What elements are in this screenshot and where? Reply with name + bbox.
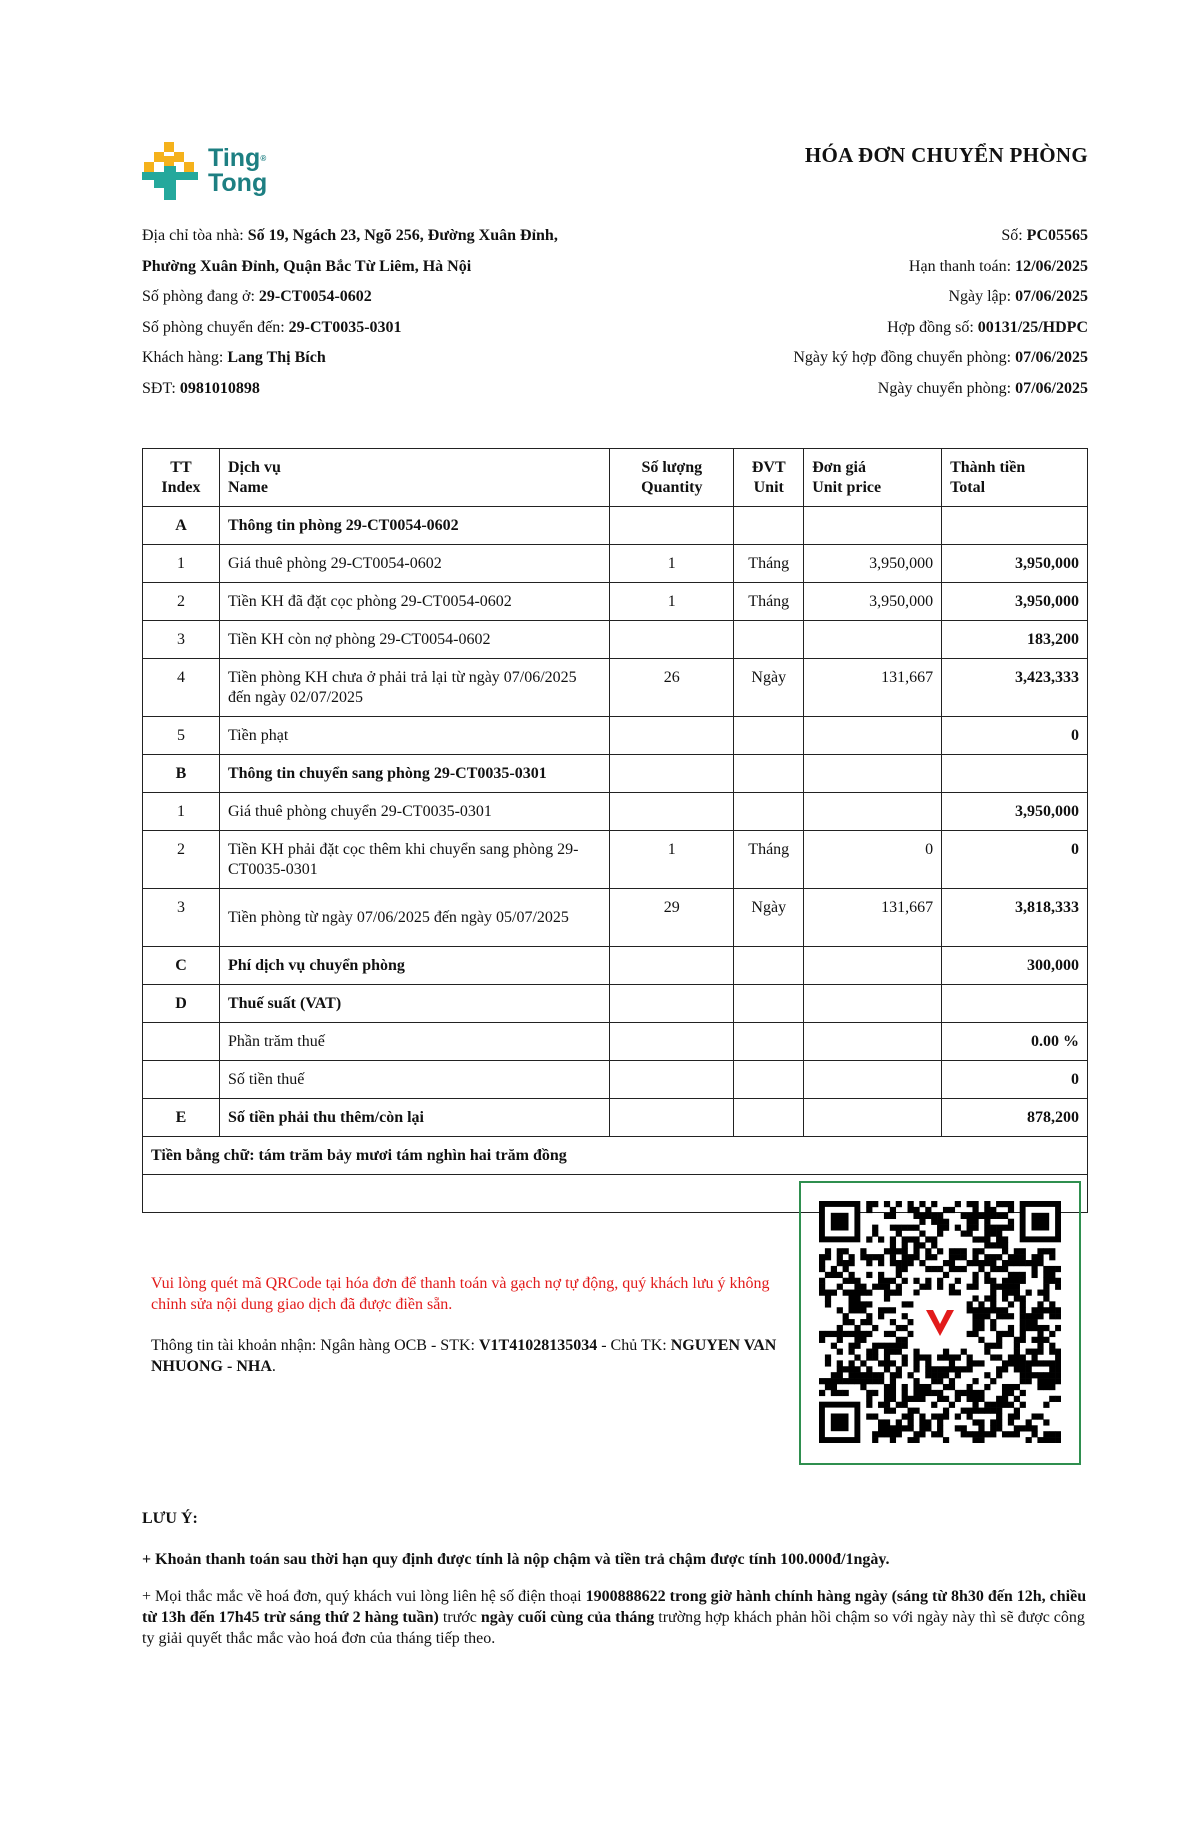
info-left — [142, 225, 662, 408]
table-row — [143, 545, 1088, 583]
row-unit: Ngày — [734, 659, 804, 717]
info-label: Số: — [1001, 227, 1027, 244]
row-qty — [610, 1061, 734, 1099]
qr-code-icon[interactable] — [819, 1201, 1061, 1443]
row-name: Phần trăm thuế — [219, 1023, 609, 1061]
row-name: Tiền KH đã đặt cọc phòng 29-CT0054-0602 — [219, 583, 609, 621]
info-value: Lang Thị Bích — [227, 349, 326, 366]
row-unit — [734, 1061, 804, 1099]
row-name: Tiền phòng KH chưa ở phải trả lại từ ngày 07/06/2025 đến ngày 02/07/2025 — [219, 659, 609, 717]
notes-section — [142, 1508, 1088, 1649]
row-index — [143, 1061, 220, 1099]
info-left-line — [142, 225, 662, 256]
row-name: Thuế suất (VAT) — [219, 985, 609, 1023]
row-qty — [610, 793, 734, 831]
row-unit: Tháng — [734, 545, 804, 583]
row-price — [804, 755, 942, 793]
note2-hotline: 1900888622 trong giờ hành chính hàng ngày (sáng từ 8h30 đến 12h, chiều từ 13h đến 17h45 trừ sáng thứ 2 hàng tuần) — [142, 1588, 1087, 1626]
row-price — [804, 947, 942, 985]
row-name: Thông tin phòng 29-CT0054-0602 — [219, 507, 609, 545]
section-row — [143, 755, 1088, 793]
section-row — [143, 507, 1088, 545]
row-qty — [610, 755, 734, 793]
row-unit — [734, 621, 804, 659]
row-price: 3,950,000 — [804, 545, 942, 583]
info-right-line — [668, 378, 1088, 409]
row-index: C — [143, 947, 220, 985]
info-value: 29-CT0054-0602 — [258, 288, 372, 305]
row-index: 1 — [143, 545, 220, 583]
section-row — [143, 985, 1088, 1023]
note2-deadline: ngày cuối cùng của tháng — [480, 1609, 655, 1626]
row-price — [804, 717, 942, 755]
info-value: 07/06/2025 — [1015, 288, 1088, 305]
row-qty: 1 — [610, 583, 734, 621]
row-price — [804, 1061, 942, 1099]
row-qty — [610, 717, 734, 755]
row-name: Tiền phòng từ ngày 07/06/2025 đến ngày 05/07/2025 — [219, 889, 609, 947]
info-value: Phường Xuân Đỉnh, Quận Bắc Từ Liêm, Hà Nội — [142, 257, 472, 275]
info-value: 12/06/2025 — [1015, 257, 1088, 275]
row-unit — [734, 717, 804, 755]
logo-mark-icon — [142, 142, 204, 200]
info-left-line — [142, 378, 662, 409]
row-qty: 1 — [610, 545, 734, 583]
info-value: Số 19, Ngách 23, Ngõ 256, Đường Xuân Đỉnh, — [247, 227, 558, 244]
info-left-line — [142, 347, 662, 378]
row-name: Số tiền phải thu thêm/còn lại — [219, 1099, 609, 1137]
row-total — [942, 755, 1088, 793]
info-label: Ngày lập: — [948, 288, 1016, 305]
row-total: 183,200 — [942, 621, 1088, 659]
row-unit — [734, 755, 804, 793]
logo-wordmark — [208, 146, 267, 196]
row-index: A — [143, 507, 220, 545]
row-total: 3,423,333 — [942, 659, 1088, 717]
logo-line1: Ting — [208, 144, 261, 172]
row-price — [804, 1099, 942, 1137]
header-name: Dịch vụ Name — [219, 449, 609, 507]
row-total — [942, 985, 1088, 1023]
qr-code-box[interactable] — [799, 1181, 1081, 1465]
row-name: Tiền phạt — [219, 717, 609, 755]
row-total — [942, 507, 1088, 545]
row-total: 3,950,000 — [942, 583, 1088, 621]
row-unit: Tháng — [734, 831, 804, 889]
note2-part-a: + Mọi thắc mắc về hoá đơn, quý khách vui lòng liên hệ số điện thoại — [142, 1588, 586, 1605]
payment-text — [151, 1273, 801, 1377]
info-label: Ngày chuyển phòng: — [877, 379, 1016, 397]
invoice-table — [142, 448, 1088, 1375]
info-right-line — [668, 286, 1088, 317]
row-price — [804, 507, 942, 545]
table-row — [143, 831, 1088, 889]
row-qty: 26 — [610, 659, 734, 717]
account-info — [151, 1335, 801, 1377]
note-late-payment: + Khoản thanh toán sau thời hạn quy định được tính là nộp chậm và tiền trả chậm được tính 100.000đ/1ngày. — [142, 1551, 890, 1568]
logo-line2: Tong — [208, 169, 268, 197]
row-qty — [610, 621, 734, 659]
row-index: E — [143, 1099, 220, 1137]
row-name: Giá thuê phòng 29-CT0054-0602 — [219, 545, 609, 583]
row-price — [804, 793, 942, 831]
row-total: 3,818,333 — [942, 889, 1088, 947]
info-value: 0981010898 — [179, 379, 260, 397]
row-total: 878,200 — [942, 1099, 1088, 1137]
table-row — [143, 583, 1088, 621]
row-index: 3 — [143, 889, 220, 947]
info-left-line — [142, 317, 662, 348]
info-value: 29-CT0035-0301 — [288, 318, 402, 336]
table-row — [143, 1023, 1088, 1061]
account-mid: - Chủ TK: — [597, 1337, 671, 1354]
info-label: Địa chỉ tòa nhà: — [142, 227, 248, 244]
payment-warning: Vui lòng quét mã QRCode tại hóa đơn để thanh toán và gạch nợ tự động, quý khách lưu ý không chỉnh sửa nội dung giao dịch đã được điền sẵn. — [151, 1275, 770, 1313]
info-right — [668, 225, 1088, 408]
document-title: HÓA ĐƠN CHUYỂN PHÒNG — [804, 143, 1088, 167]
account-holder: NGUYEN VAN NHUONG - NHA — [151, 1337, 777, 1375]
header-index: TT Index — [143, 449, 220, 507]
row-qty — [610, 507, 734, 545]
note2-part-e: trường hợp khách phản hồi chậm so với ngày này thì sẽ được công ty giải quyết thắc mắc vào hoá đơn của tháng tiếp theo. — [142, 1609, 1085, 1647]
section-row — [143, 1099, 1088, 1137]
row-index: 2 — [143, 583, 220, 621]
row-unit — [734, 985, 804, 1023]
account-number: V1T41028135034 — [478, 1337, 598, 1354]
row-unit: Tháng — [734, 583, 804, 621]
header-unit: ĐVT Unit — [734, 449, 804, 507]
row-qty: 1 — [610, 831, 734, 889]
info-label: Hợp đồng số: — [887, 318, 978, 336]
note2-part-c: trước — [438, 1609, 481, 1626]
info-label: Số phòng chuyển đến: — [142, 318, 289, 336]
row-price — [804, 1023, 942, 1061]
row-name: Tiền KH còn nợ phòng 29-CT0054-0602 — [219, 621, 609, 659]
row-unit — [734, 793, 804, 831]
row-unit — [734, 947, 804, 985]
table-row — [143, 889, 1088, 947]
row-qty — [610, 1099, 734, 1137]
tingtong-logo — [142, 142, 282, 200]
table-row — [143, 621, 1088, 659]
logo-trademark: ® — [260, 154, 267, 163]
row-total: 3,950,000 — [942, 793, 1088, 831]
info-left-line — [142, 286, 662, 317]
row-price — [804, 621, 942, 659]
info-label: Hạn thanh toán: — [908, 257, 1016, 275]
row-name: Thông tin chuyển sang phòng 29-CT0035-0301 — [219, 755, 609, 793]
row-total: 0.00 % — [942, 1023, 1088, 1061]
row-qty — [610, 1023, 734, 1061]
payment-row — [143, 1175, 1088, 1213]
row-total: 3,950,000 — [942, 545, 1088, 583]
table-row — [143, 1061, 1088, 1099]
row-qty: 29 — [610, 889, 734, 947]
notes-title: LƯU Ý: — [142, 1510, 198, 1527]
header-price: Đơn giá Unit price — [804, 449, 942, 507]
row-name: Phí dịch vụ chuyển phòng — [219, 947, 609, 985]
header-qty: Số lượng Quantity — [610, 449, 734, 507]
info-right-line — [668, 317, 1088, 348]
row-unit: Ngày — [734, 889, 804, 947]
row-total: 0 — [942, 1061, 1088, 1099]
info-value: 07/06/2025 — [1015, 349, 1088, 366]
row-index: 5 — [143, 717, 220, 755]
invoice-page — [142, 0, 1088, 1835]
payment-cell — [143, 1175, 1088, 1375]
note-contact — [142, 1586, 1088, 1649]
header-total: Thành tiền Total — [942, 449, 1088, 507]
info-value: PC05565 — [1026, 227, 1088, 244]
row-index: 3 — [143, 621, 220, 659]
row-total: 0 — [942, 831, 1088, 889]
row-name: Giá thuê phòng chuyển 29-CT0035-0301 — [219, 793, 609, 831]
info-label: SĐT: — [142, 379, 180, 397]
row-index: 4 — [143, 659, 220, 717]
row-price — [804, 985, 942, 1023]
info-value: 07/06/2025 — [1015, 379, 1088, 397]
amount-in-words: Tiền bằng chữ: tám trăm bảy mươi tám nghìn hai trăm đồng — [143, 1137, 1088, 1175]
row-unit — [734, 1099, 804, 1137]
row-price: 3,950,000 — [804, 583, 942, 621]
info-value: 00131/25/HDPC — [977, 318, 1088, 336]
row-index: B — [143, 755, 220, 793]
info-right-line — [668, 225, 1088, 256]
account-prefix: Thông tin tài khoản nhận: Ngân hàng OCB - STK: — [151, 1337, 479, 1354]
row-price: 131,667 — [804, 659, 942, 717]
section-row — [143, 947, 1088, 985]
table-row — [143, 793, 1088, 831]
row-total: 300,000 — [942, 947, 1088, 985]
row-name: Số tiền thuế — [219, 1061, 609, 1099]
table-header-row — [143, 449, 1088, 507]
info-right-line — [668, 347, 1088, 378]
row-name: Tiền KH phải đặt cọc thêm khi chuyển sang phòng 29-CT0035-0301 — [219, 831, 609, 889]
table-row — [143, 659, 1088, 717]
row-total: 0 — [942, 717, 1088, 755]
info-label: Số phòng đang ở: — [142, 288, 259, 305]
table-row — [143, 717, 1088, 755]
row-index: 1 — [143, 793, 220, 831]
info-right-line — [668, 256, 1088, 287]
row-index: D — [143, 985, 220, 1023]
info-left-line — [142, 256, 662, 287]
info-label: Khách hàng: — [142, 349, 228, 366]
row-unit — [734, 1023, 804, 1061]
row-price: 0 — [804, 831, 942, 889]
row-qty — [610, 947, 734, 985]
row-price: 131,667 — [804, 889, 942, 947]
row-unit — [734, 507, 804, 545]
amount-in-words-row — [143, 1137, 1088, 1175]
row-index — [143, 1023, 220, 1061]
info-label: Ngày ký hợp đồng chuyển phòng: — [793, 349, 1016, 366]
row-index: 2 — [143, 831, 220, 889]
row-qty — [610, 985, 734, 1023]
account-suffix: . — [271, 1358, 276, 1375]
